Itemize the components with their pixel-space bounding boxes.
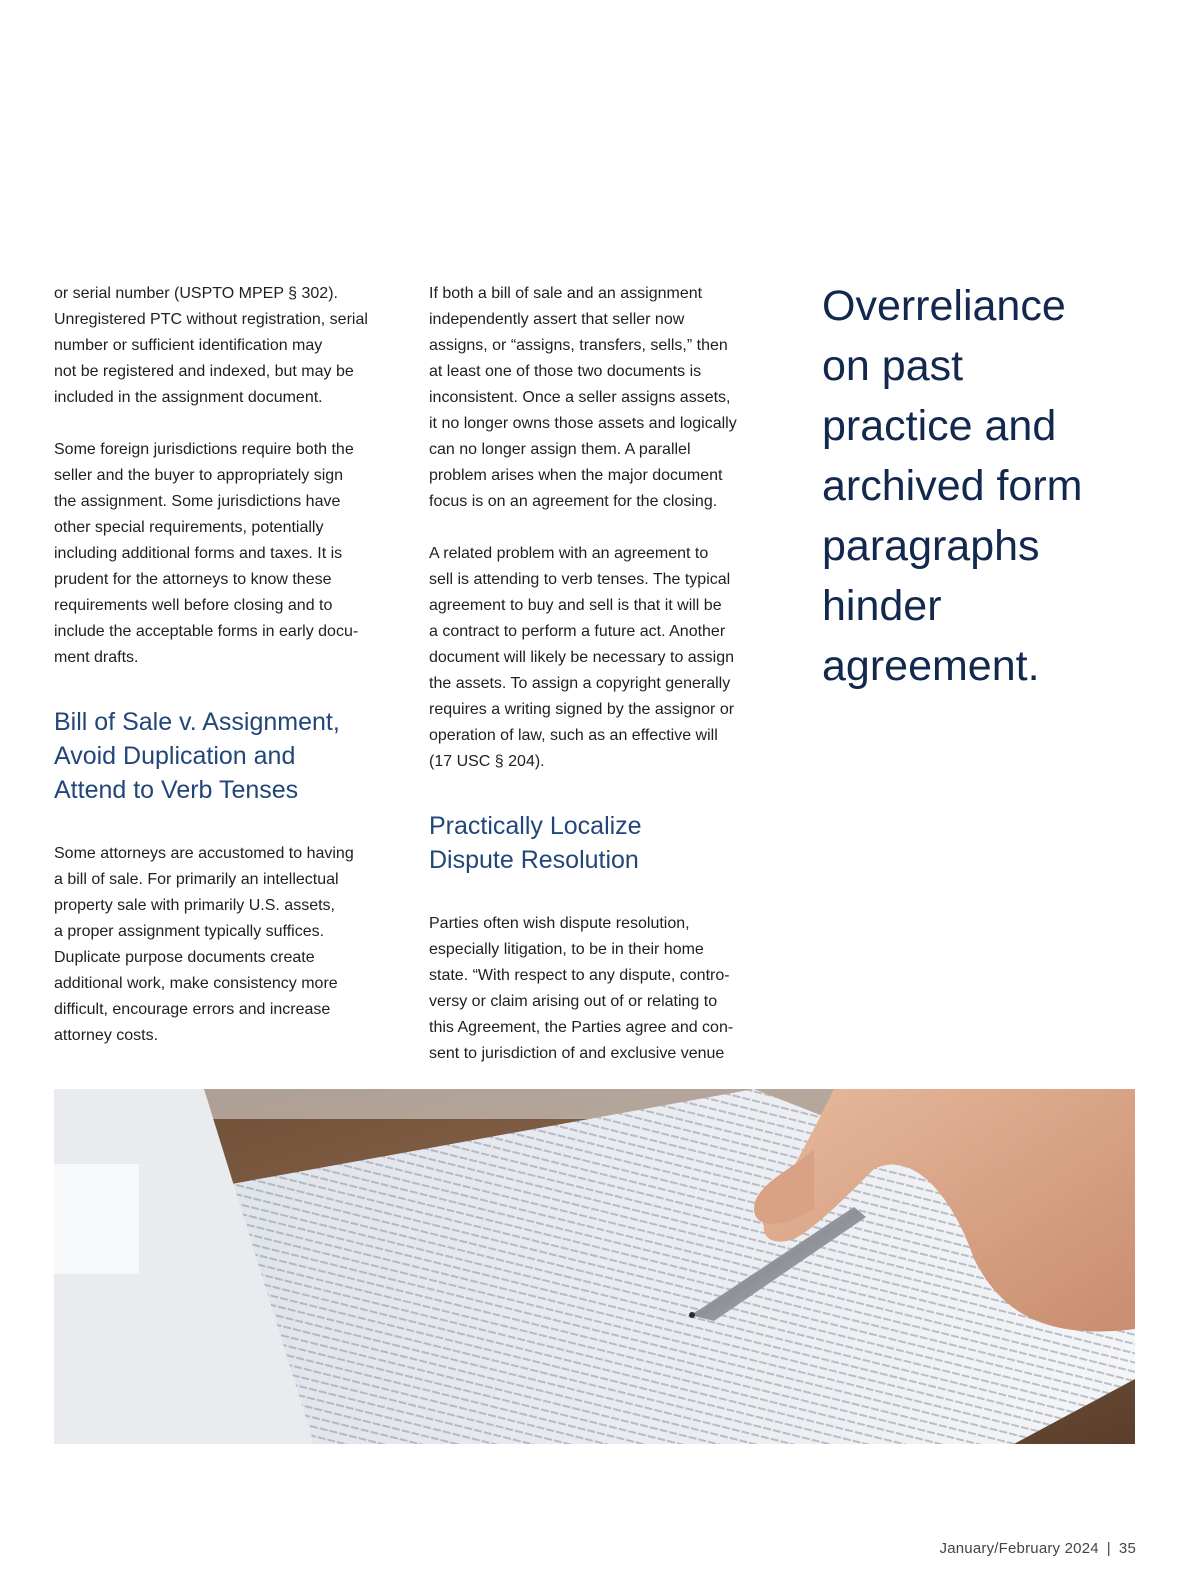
body-paragraph: Some attorneys are accustomed to having a bill of sale. For primarily an intellectual property sale with primarily U.S. assets, a proper assignment typically suffices. Duplicate purpose documents create additional work, make consistency more difficult, encourage errors and increase attorney costs.: [54, 845, 354, 1044]
body-paragraph: A related problem with an agreement to sell is attending to verb tenses. The typical agreement to buy and sell is that it will be a contract to perform a future act. Another document will likely be necessary to assign the assets. To assign a copyright generally requires a writing signed by the assignor or operation of law, such as an effective will (17 USC § 204).: [429, 545, 735, 770]
body-paragraph: Parties often wish dispute resolution, especially litigation, to be in their home state. “With respect to any dispute, contro- versy or claim arising out of or relating to this Agreement, the Parties agree and con- sent to jurisdiction of and exclusive venue: [429, 915, 734, 1062]
pull-quote: Overreliance on past practice and archived form paragraphs hinder agreement.: [822, 282, 1083, 690]
article-column-left: [54, 281, 394, 1049]
section-heading-dispute-resolution: Practically Localize Dispute Resolution: [429, 812, 642, 874]
article-column-middle: [429, 281, 769, 1067]
pull-quote-column: [822, 276, 1142, 696]
photo-signing-document: [54, 1089, 1135, 1444]
section-heading-bill-of-sale: Bill of Sale v. Assignment, Avoid Duplication and Attend to Verb Tenses: [54, 708, 340, 804]
body-paragraph: If both a bill of sale and an assignment independently assert that seller now assigns, or “assigns, transfers, sells,” then at least one of those two documents is inconsistent. Once a seller assigns assets, it no longer owns those assets and logically can no longer assign them. A parallel problem arises when the major document focus is on an agreement for the closing.: [429, 285, 737, 510]
body-paragraph: Some foreign jurisdictions require both the seller and the buyer to appropriately sign the assignment. Some jurisdictions have other special requirements, potentially including additional forms and taxes. It is prudent for the attorneys to know these requirements well before closing and to include the acceptable forms in early docu- ment drafts.: [54, 441, 359, 666]
page-number: 35: [1118, 1540, 1136, 1557]
footer-separator: |: [1106, 1540, 1111, 1557]
page-footer: [940, 1540, 1137, 1557]
issue-date: January/February 2024: [939, 1540, 1099, 1557]
body-paragraph: or serial number (USPTO MPEP § 302). Unregistered PTC without registration, serial number or sufficient identification may not be registered and indexed, but may be included in the assignment document.: [54, 285, 368, 406]
